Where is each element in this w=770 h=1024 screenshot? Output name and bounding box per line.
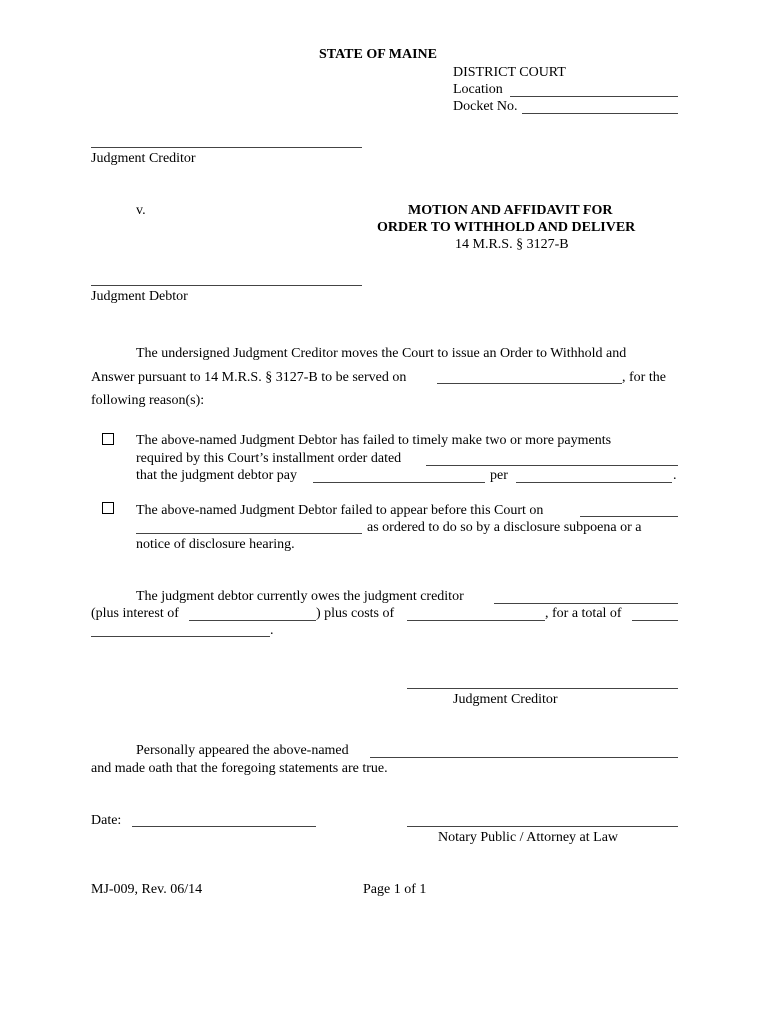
- title-line-2: ORDER TO WITHHOLD AND DELIVER: [377, 220, 636, 235]
- creditor-signature-label: Judgment Creditor: [453, 692, 558, 707]
- state-heading: STATE OF MAINE: [319, 47, 437, 62]
- appeared-name-field[interactable]: [370, 757, 678, 758]
- debtor-label: Judgment Debtor: [91, 289, 188, 304]
- reason-2-checkbox[interactable]: [102, 502, 114, 514]
- appearance-date-field-b[interactable]: [136, 533, 362, 534]
- reason-1-period: .: [673, 468, 677, 483]
- intro-line-2-end: , for the: [622, 370, 666, 385]
- costs-field[interactable]: [407, 620, 545, 621]
- reason-2-line-1: The above-named Judgment Debtor failed to appear before this Court on: [136, 503, 544, 518]
- payment-period-field[interactable]: [516, 482, 672, 483]
- appeared-line-2: and made oath that the foregoing statements are true.: [91, 761, 388, 776]
- reason-2-line-3: notice of disclosure hearing.: [136, 537, 295, 552]
- debtor-name-field[interactable]: [91, 285, 362, 286]
- amount-owed-field[interactable]: [494, 603, 678, 604]
- location-field[interactable]: [510, 96, 678, 97]
- total-field-a[interactable]: [632, 620, 678, 621]
- date-field[interactable]: [132, 826, 316, 827]
- appeared-line-1: Personally appeared the above-named: [136, 743, 349, 758]
- installment-order-date-field[interactable]: [426, 465, 678, 466]
- notary-label: Notary Public / Attorney at Law: [438, 830, 619, 845]
- total-field-b[interactable]: [91, 636, 270, 637]
- reason-1-line-2: required by this Court’s installment order dated: [136, 451, 402, 466]
- reason-1-checkbox[interactable]: [102, 433, 114, 445]
- interest-field[interactable]: [189, 620, 316, 621]
- owes-line-2: (plus interest of: [91, 606, 179, 621]
- date-label: Date:: [91, 813, 122, 828]
- served-on-field[interactable]: [437, 383, 622, 384]
- intro-line-2: Answer pursuant to 14 M.R.S. § 3127-B to be served on: [91, 370, 407, 385]
- court-name: DISTRICT COURT: [453, 65, 566, 80]
- reason-2-line-2: as ordered to do so by a disclosure subpoena or a: [367, 520, 642, 535]
- appearance-date-field-a[interactable]: [580, 516, 678, 517]
- title-statute: 14 M.R.S. § 3127-B: [455, 237, 569, 252]
- per-label: per: [490, 468, 508, 483]
- reason-1-line-3: that the judgment debtor pay: [136, 468, 297, 483]
- owes-line-1: The judgment debtor currently owes the judgment creditor: [136, 589, 464, 604]
- intro-line-1: The undersigned Judgment Creditor moves the Court to issue an Order to Withhold and: [136, 346, 627, 361]
- reason-1-line-1: The above-named Judgment Debtor has failed to timely make two or more payments: [136, 433, 612, 448]
- creditor-label: Judgment Creditor: [91, 151, 196, 166]
- total-label: , for a total of: [545, 606, 622, 621]
- title-line-1: MOTION AND AFFIDAVIT FOR: [408, 203, 613, 218]
- location-label: Location: [453, 82, 503, 97]
- intro-line-3: following reason(s):: [91, 393, 205, 408]
- notary-signature-field[interactable]: [407, 826, 678, 827]
- page-number: Page 1 of 1: [363, 882, 427, 897]
- creditor-signature-field[interactable]: [407, 688, 678, 689]
- creditor-name-field[interactable]: [91, 147, 362, 148]
- form-id: MJ-009, Rev. 06/14: [91, 882, 203, 897]
- owes-line-3-period: .: [270, 623, 274, 638]
- payment-amount-field[interactable]: [313, 482, 485, 483]
- docket-label: Docket No.: [453, 99, 518, 114]
- versus-label: v.: [136, 203, 146, 218]
- docket-field[interactable]: [522, 113, 678, 114]
- plus-costs-label: ) plus costs of: [316, 606, 395, 621]
